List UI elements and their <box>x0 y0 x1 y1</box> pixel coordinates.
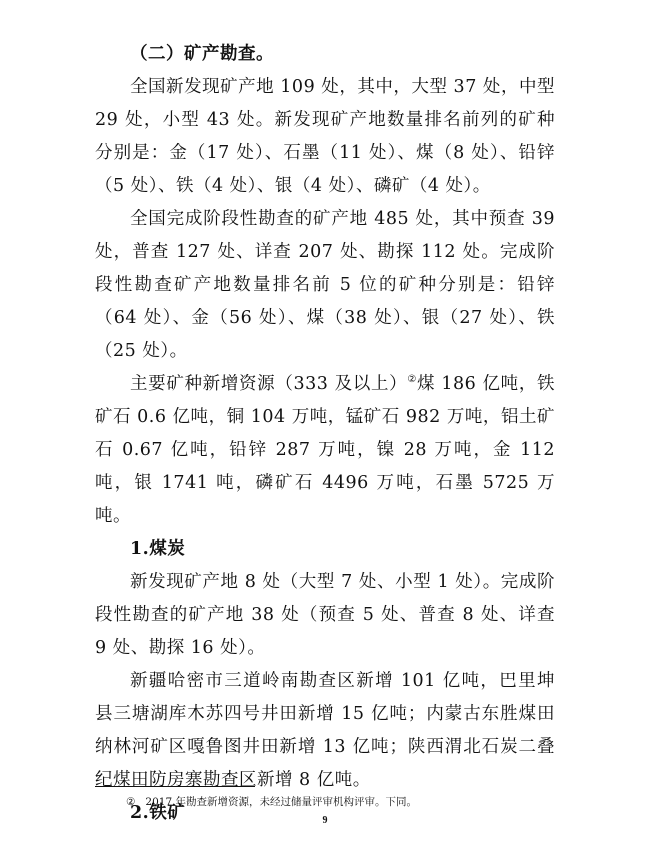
paragraph-new-resources <box>95 368 555 533</box>
footnote <box>126 795 546 809</box>
new-resources-values: 煤 186 亿吨，铁矿石 0.6 亿吨，铜 104 万吨，锰矿石 982 万吨，铝土矿石 0.67 亿吨，铅锌 287 万吨，镍 28 万吨，金 112 吨，银 1741 吨，磷矿石 4496 万吨，石墨 5725 万吨。 <box>95 374 556 526</box>
footnote-divider <box>95 786 255 787</box>
page-number: 9 <box>322 815 328 826</box>
new-resources-lead: 主要矿种新增资源（333 及以上） <box>130 374 408 394</box>
footnote-mark: ② <box>126 796 136 808</box>
paragraph-coal-regions: 新疆哈密市三道岭南勘查区新增 101 亿吨，巴里坤县三塘湖库木苏四号井田新增 15 亿吨；内蒙古东胜煤田纳林河矿区嘎鲁图井田新增 13 亿吨；陕西渭北石炭二叠纪煤田防房寨勘查区新增 8 亿吨。 <box>95 671 555 790</box>
section-heading: （二）矿产勘查。 <box>130 44 274 64</box>
document-body <box>95 38 555 830</box>
paragraph-staged-exploration: 全国完成阶段性勘查的矿产地 485 处，其中预查 39 处，普查 127 处、详查 207 处、勘探 112 处。完成阶段性勘查矿产地数量排名前 5 位的矿种分别是：铅锌（64 处）、金（56 处）、煤（38 处）、银（27 处）、铁（25 处）。 <box>95 209 555 361</box>
footnote-reference[interactable]: ② <box>407 374 417 386</box>
paragraph-coal-deposits: 新发现矿产地 8 处（大型 7 处、小型 1 处）。完成阶段性勘查的矿产地 38 处（预查 5 处、普查 8 处、详查 9 处、勘探 16 处）。 <box>95 572 555 658</box>
paragraph-new-deposits: 全国新发现矿产地 109 处，其中，大型 37 处，中型 29 处，小型 43 处。新发现矿产地数量排名前列的矿种分别是：金（17 处）、石墨（11 处）、煤（8 处）、铅锌（5 处）、铁（4 处）、银（4 处）、磷矿（4 处）。 <box>95 77 555 196</box>
footnote-text: 2017 年勘查新增资源，未经过储量评审机构评审。下同。 <box>145 796 417 808</box>
subheading-coal: 1.煤炭 <box>130 539 186 559</box>
subheading-iron: 2.铁矿 <box>130 803 186 823</box>
